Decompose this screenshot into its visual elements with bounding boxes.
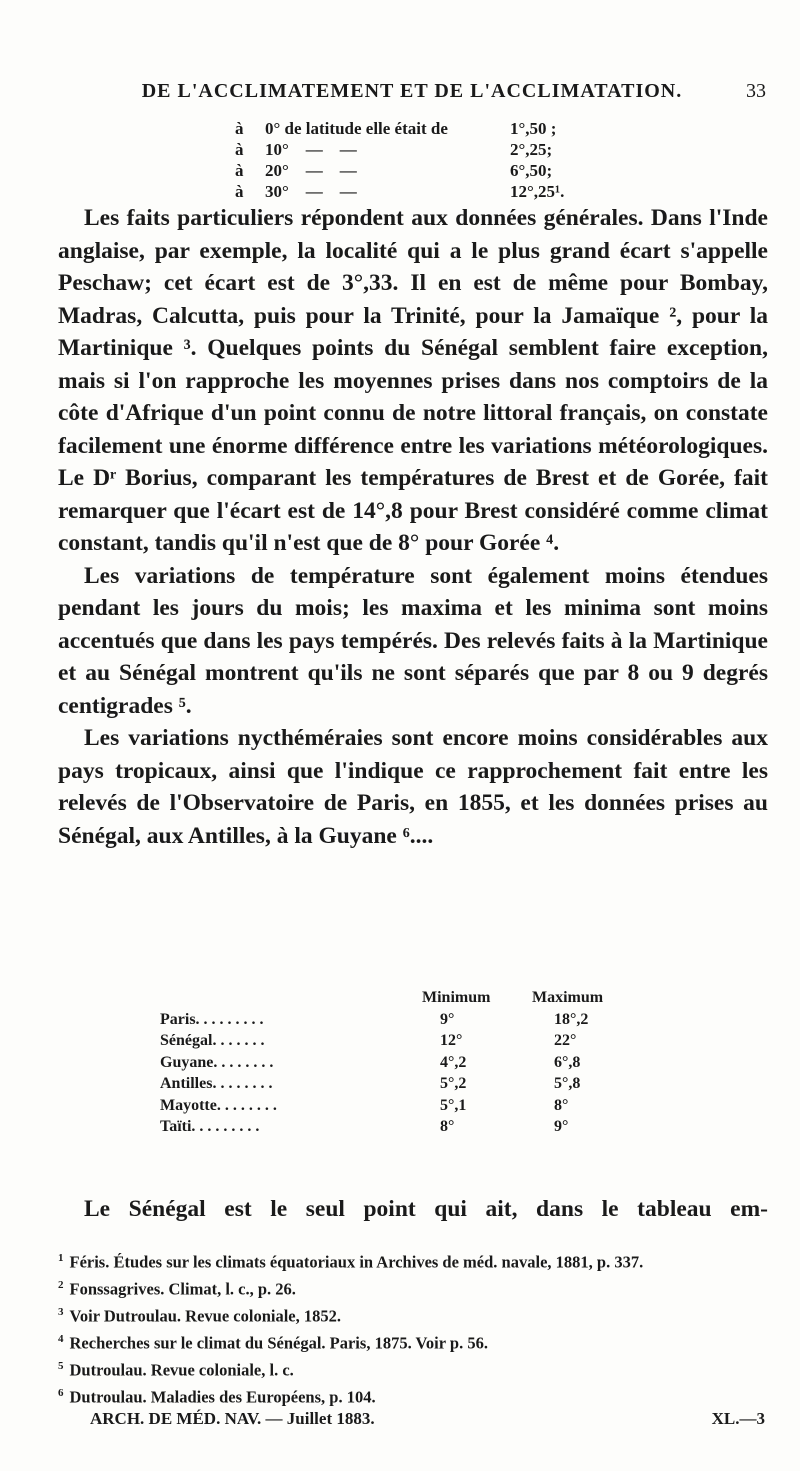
max-cell: 22° [554,1032,577,1049]
footnote-text: Voir Dutroulau. Revue coloniale, 1852. [69,1306,342,1326]
place-cell: Guyane. . . . . . . . [160,1053,274,1071]
running-header [58,80,766,110]
latitude-prefix: à [235,161,244,180]
running-title: DE L'ACCLIMATEMENT ET DE L'ACCLIMATATION. [141,80,683,102]
place-cell: Taïti. . . . . . . . . [160,1118,260,1135]
body-text [58,202,768,852]
latitude-row [235,139,564,160]
place-cell: Mayotte. . . . . . . . [160,1096,277,1114]
paragraph: Les variations de température sont également moins étendues pendant les jours du mois; les maxima et les minima sont moins accentués que dans les pays tempérés. Des relevés faits à la Martinique et au Sénégal montrent qu'ils ne sont séparés que par 8 ou 9 degrés centigrades ⁵. [58,562,768,719]
min-cell: 4°,2 [440,1053,467,1071]
footnote-number: 1 [58,1252,64,1264]
table-row [160,1030,642,1052]
max-cell: 6°,8 [554,1053,581,1071]
footnote-text: Recherches sur le climat du Sénégal. Paris, 1875. Voir p. 56. [69,1333,488,1353]
latitude-value: 12°,25¹. [510,182,565,201]
place-cell: Paris. . . . . . . . . [160,1010,264,1028]
latitude-prefix: à [235,182,244,201]
max-cell: 5°,8 [554,1075,581,1092]
latitude-row [235,160,564,181]
latitude-row [235,118,564,139]
page-number: 33 [746,80,766,102]
latitude-value: 2°,25; [510,140,553,159]
latitude-prefix: à [235,140,244,159]
footnote-number: 6 [58,1387,64,1399]
paragraph: Les variations nycthéméraies sont encore moins considérables aux pays tropicaux, ainsi que l'indique ce rapprochement fait entre les relevés de l'Observatoire de Paris, en 1855, et les données prises au Sénégal, aux Antilles, à la Guyane ⁶.... [58,725,768,849]
footnote-text: Fonssagrives. Climat, l. c., p. 26. [69,1279,296,1299]
footnote [58,1328,768,1355]
place-cell: Antilles. . . . . . . . [160,1075,273,1092]
latitude-value: 6°,50; [510,161,553,180]
paragraph: Les faits particuliers répondent aux données générales. Dans l'Inde anglaise, par exemple, la localité qui a le plus grand écart s'appelle Peschaw; cet écart est de 3°,33. Il en est de même pour Bombay, Madras, Calcutta, puis pour la Trinité, pour la Jamaïque ², pour la Martinique ³. Quelques points du Sénégal semblent faire exception, mais si l'on rapproche les moyennes prises dans nos comptoirs de la côte d'Afrique d'un point connu de notre littoral français, on constate facilement une énorme différence entre les variations météorologiques. Le Dʳ Borius, comparant les températures de Brest et de Gorée, fait remarquer que l'écart est de 14°,8 pour Brest considéré comme climat constant, tandis qu'il n'est que de 8° pour Gorée ⁴. [58,205,768,556]
max-cell: 18°,2 [554,1010,589,1028]
footnote-number: 5 [58,1360,64,1372]
footnote-text: Dutroulau. Maladies des Européens, p. 104. [69,1387,376,1407]
latitude-text: 20° — — [265,161,357,180]
footnote-number: 2 [58,1279,64,1291]
max-cell: 9° [554,1118,569,1135]
footnote-text: Féris. Études sur les climats équatoriaux in Archives de méd. navale, 1881, p. 337. [69,1252,644,1272]
footnote-number: 4 [58,1333,64,1345]
min-cell: 5°,2 [440,1075,467,1092]
header-minimum: Minimum [422,989,491,1006]
latitude-value: 1°,50 ; [510,119,557,138]
min-cell: 8° [440,1118,455,1135]
footer-journal: ARCH. DE MÉD. NAV. — Juillet 1883. [90,1409,375,1428]
table-row [160,1073,642,1095]
table-row [160,1116,642,1138]
footnote [58,1247,768,1274]
latitude-text: 30° — — [265,182,357,201]
footnote [58,1301,768,1328]
table-row [160,1095,642,1117]
latitude-text: 0° de latitude elle était de [265,119,448,138]
latitude-list [235,118,564,202]
closing-line: Le Sénégal est le seul point qui ait, dans le tableau em- [84,1196,768,1222]
footnote-number: 3 [58,1306,64,1318]
header-maximum: Maximum [532,989,604,1006]
latitude-row [235,181,564,202]
footnote [58,1382,768,1409]
table-row [160,1009,642,1031]
max-cell: 8° [554,1096,569,1114]
min-cell: 5°,1 [440,1096,467,1114]
footnote-text: Dutroulau. Revue coloniale, l. c. [69,1360,294,1380]
table-row [160,1052,642,1074]
min-cell: 12° [440,1032,463,1049]
table-header [422,987,642,1009]
footnote [58,1274,768,1301]
temperature-table [160,987,642,1138]
place-cell: Sénégal. . . . . . . [160,1032,265,1049]
latitude-text: 10° — — [265,140,357,159]
min-cell: 9° [440,1010,455,1028]
footnotes [58,1247,768,1409]
footer-signature: XL.—3 [711,1409,765,1428]
footnote [58,1355,768,1382]
latitude-prefix: à [235,119,244,138]
